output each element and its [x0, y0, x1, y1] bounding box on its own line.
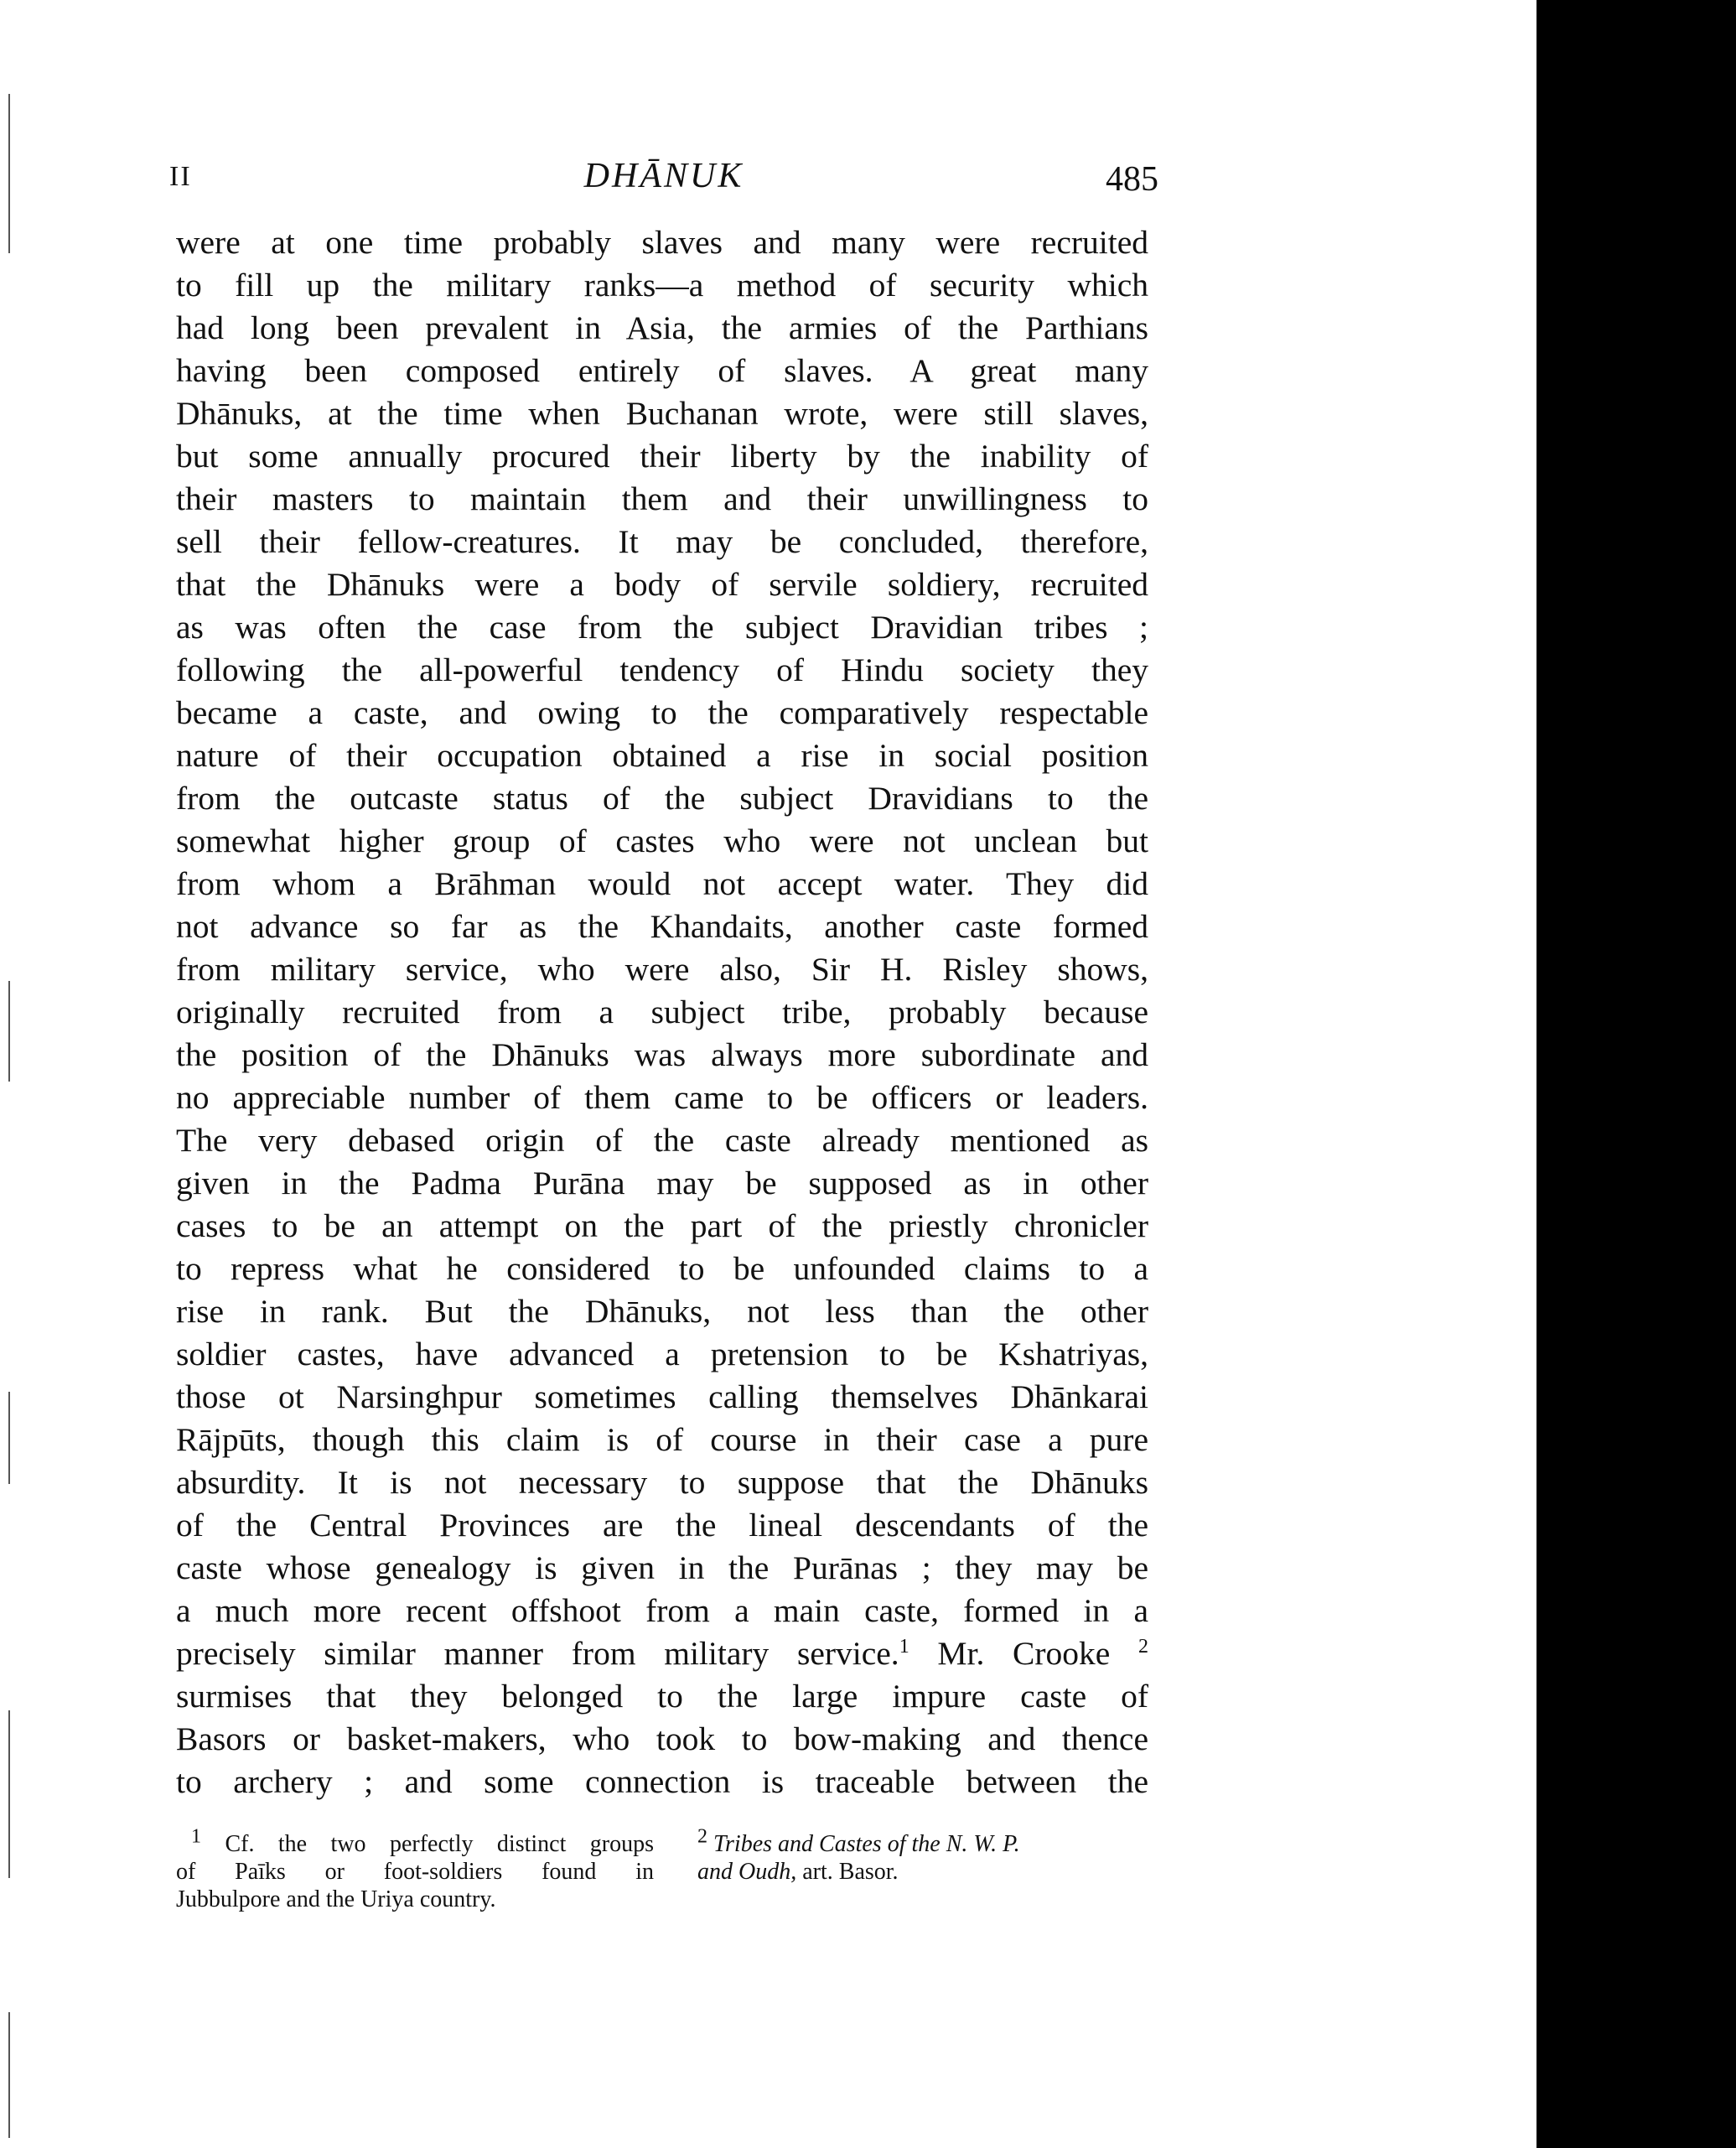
footnote-text: Cf. the two perfectly distinct groups — [225, 1831, 655, 1857]
text-fragment: precisely similar manner from military service. — [176, 1635, 899, 1672]
page-number: 485 — [1106, 160, 1158, 199]
text-line: having been composed entirely of slaves. A great many — [176, 352, 1148, 389]
text-line: cases to be an attempt on the part of the priestly chronicler — [176, 1207, 1148, 1244]
scan-edge-mark — [8, 1392, 10, 1484]
text-line: somewhat higher group of castes who were not unclean but — [176, 822, 1148, 859]
text-line: were at one time probably slaves and many were recruited — [176, 224, 1148, 261]
text-line: that the Dhānuks were a body of servile soldiery, recruited — [176, 566, 1148, 603]
text-line: from whom a Brāhman would not accept water. They did — [176, 865, 1148, 902]
text-line: of the Central Provinces are the lineal descendants of the — [176, 1507, 1148, 1544]
text-line: The very debased origin of the caste already mentioned as — [176, 1122, 1148, 1159]
text-line: sell their fellow-creatures. It may be concluded, therefore, — [176, 523, 1148, 560]
footnote-mark: 1 — [191, 1825, 201, 1848]
text-line: the position of the Dhānuks was always more subordinate and — [176, 1036, 1148, 1073]
text-line: Basors or basket-makers, who took to bow-making and thence — [176, 1720, 1148, 1757]
text-line: as was often the case from the subject Dravidian tribes ; — [176, 609, 1148, 646]
text-line: from the outcaste status of the subject Dravidians to the — [176, 780, 1148, 817]
footnote-ref-2: 2 — [1138, 1635, 1148, 1658]
text-line: absurdity. It is not necessary to suppose that the Dhānuks — [176, 1464, 1148, 1501]
chapter-number: II — [169, 161, 192, 192]
footnote-text: Tribes and Castes of the N. W. P. — [713, 1831, 1020, 1857]
footnote-mark: 2 — [697, 1825, 707, 1848]
text-line: those ot Narsinghpur sometimes calling themselves Dhānkarai — [176, 1378, 1148, 1415]
scan-edge-mark — [8, 94, 10, 253]
text-line: to repress what he considered to be unfounded claims to a — [176, 1250, 1148, 1287]
scan-edge-mark — [8, 981, 10, 1082]
text-fragment: Mr. Crooke — [937, 1635, 1111, 1672]
text-line: caste whose genealogy is given in the Purānas ; they may be — [176, 1549, 1148, 1586]
text-line: nature of their occupation obtained a rise in social position — [176, 737, 1148, 774]
running-head — [169, 156, 1158, 206]
text-line: a much more recent offshoot from a main caste, formed in a — [176, 1592, 1148, 1629]
text-line: but some annually procured their liberty by the inability of — [176, 438, 1148, 475]
footnote-2 — [697, 1825, 1148, 1886]
text-line: originally recruited from a subject tribe, probably because — [176, 994, 1148, 1030]
text-line: had long been prevalent in Asia, the armies of the Parthians — [176, 309, 1148, 346]
footnote-text: Jubbulpore and the Uriya country. — [176, 1886, 496, 1912]
text-line: no appreciable number of them came to be officers or leaders. — [176, 1079, 1148, 1116]
text-line: Rājpūts, though this claim is of course in their case a pure — [176, 1421, 1148, 1458]
footnote-1 — [176, 1825, 655, 1913]
text-line: to archery ; and some connection is traceable between the — [176, 1763, 1148, 1800]
footnote-text: art. Basor. — [802, 1859, 899, 1885]
footnote-text: and Oudh, — [697, 1859, 797, 1885]
text-line: not advance so far as the Khandaits, another caste formed — [176, 908, 1148, 945]
footnote-text: of Paīks or foot-soldiers found in — [176, 1859, 654, 1885]
scan-black-margin — [1536, 0, 1736, 2148]
body-text — [176, 221, 1148, 1803]
scan-edge-mark — [8, 1710, 10, 1878]
text-line — [176, 1632, 1148, 1675]
text-line: Dhānuks, at the time when Buchanan wrote, were still slaves, — [176, 395, 1148, 432]
scan-edge-mark — [8, 2012, 10, 2138]
text-line: from military service, who were also, Sir H. Risley shows, — [176, 951, 1148, 988]
text-line: their masters to maintain them and their unwillingness to — [176, 480, 1148, 517]
text-line: given in the Padma Purāna may be supposed as in other — [176, 1165, 1148, 1201]
text-line: soldier castes, have advanced a pretension to be Kshatriyas, — [176, 1336, 1148, 1372]
footnote-ref-1: 1 — [899, 1635, 909, 1658]
text-line: to fill up the military ranks—a method of security which — [176, 267, 1148, 304]
page-title: DHĀNUK — [583, 157, 744, 195]
text-line: surmises that they belonged to the large impure caste of — [176, 1678, 1148, 1715]
footnotes — [176, 1825, 1148, 1931]
text-line: became a caste, and owing to the comparatively respectable — [176, 694, 1148, 731]
text-line: following the all-powerful tendency of Hindu society they — [176, 651, 1148, 688]
text-line: rise in rank. But the Dhānuks, not less than the other — [176, 1293, 1148, 1330]
